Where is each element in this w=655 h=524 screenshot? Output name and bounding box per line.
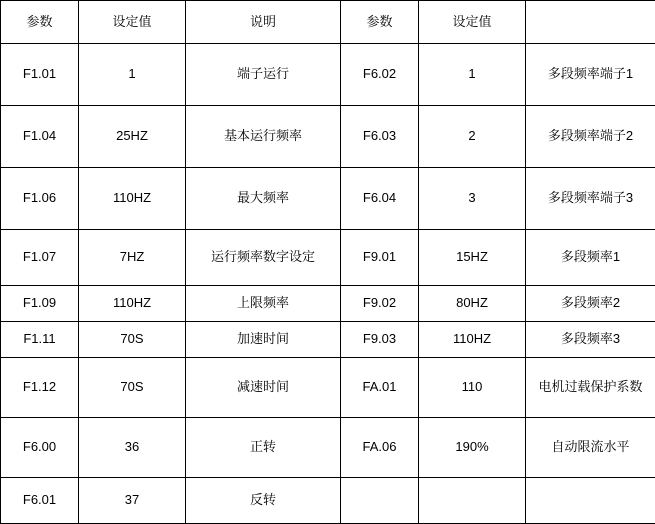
table-header-row (1, 1, 655, 44)
cell-description-left: 正转 (186, 418, 341, 478)
cell-description-right: 多段频率2 (526, 286, 655, 322)
cell-param-left: F1.12 (1, 358, 79, 418)
table-row (1, 418, 655, 478)
table-row (1, 106, 655, 168)
cell-description-right: 电机过载保护系数 (526, 358, 655, 418)
cell-description-right (526, 478, 655, 524)
table-row (1, 230, 655, 286)
cell-value-left: 70S (79, 358, 186, 418)
cell-param-right: F9.02 (341, 286, 419, 322)
cell-description-left: 最大频率 (186, 168, 341, 230)
cell-description-right: 自动限流水平 (526, 418, 655, 478)
cell-param-right: F9.01 (341, 230, 419, 286)
cell-value-left: 110HZ (79, 286, 186, 322)
cell-description-left: 端子运行 (186, 44, 341, 106)
cell-param-right: FA.06 (341, 418, 419, 478)
table-row (1, 478, 655, 524)
cell-description-left: 上限频率 (186, 286, 341, 322)
cell-param-left: F1.01 (1, 44, 79, 106)
cell-value-right: 80HZ (419, 286, 526, 322)
cell-param-right: F9.03 (341, 322, 419, 358)
cell-value-right: 1 (419, 44, 526, 106)
cell-description-left: 减速时间 (186, 358, 341, 418)
cell-param-right: FA.01 (341, 358, 419, 418)
cell-param-left: F6.01 (1, 478, 79, 524)
table-row (1, 168, 655, 230)
cell-value-right: 190% (419, 418, 526, 478)
cell-description-right: 多段频率端子1 (526, 44, 655, 106)
cell-param-left: F1.06 (1, 168, 79, 230)
cell-value-right: 110HZ (419, 322, 526, 358)
cell-value-left: 1 (79, 44, 186, 106)
cell-value-left: 70S (79, 322, 186, 358)
cell-param-left: F1.07 (1, 230, 79, 286)
cell-description-right: 多段频率1 (526, 230, 655, 286)
cell-param-right: F6.04 (341, 168, 419, 230)
cell-description-left: 运行频率数字设定 (186, 230, 341, 286)
cell-value-left: 37 (79, 478, 186, 524)
cell-value-left: 25HZ (79, 106, 186, 168)
cell-param-left: F1.04 (1, 106, 79, 168)
table-row (1, 322, 655, 358)
cell-param-left: F6.00 (1, 418, 79, 478)
cell-param-right (341, 478, 419, 524)
cell-param-left: F1.09 (1, 286, 79, 322)
cell-description-left: 基本运行频率 (186, 106, 341, 168)
cell-value-right: 15HZ (419, 230, 526, 286)
cell-value-right: 110 (419, 358, 526, 418)
cell-value-right (419, 478, 526, 524)
table-row (1, 358, 655, 418)
cell-value-left: 110HZ (79, 168, 186, 230)
cell-description-right: 多段频率端子2 (526, 106, 655, 168)
cell-value-right: 2 (419, 106, 526, 168)
cell-value-left: 36 (79, 418, 186, 478)
cell-value-right: 3 (419, 168, 526, 230)
table-row (1, 44, 655, 106)
cell-param-right: F6.02 (341, 44, 419, 106)
cell-description-right: 多段频率端子3 (526, 168, 655, 230)
column-header-param-left: 参数 (1, 1, 79, 44)
column-header-value-left: 设定值 (79, 1, 186, 44)
cell-param-left: F1.11 (1, 322, 79, 358)
cell-value-left: 7HZ (79, 230, 186, 286)
cell-param-right: F6.03 (341, 106, 419, 168)
cell-description-right: 多段频率3 (526, 322, 655, 358)
column-header-description-left: 说明 (186, 1, 341, 44)
column-header-param-right: 参数 (341, 1, 419, 44)
cell-description-left: 反转 (186, 478, 341, 524)
column-header-value-right: 设定值 (419, 1, 526, 44)
cell-description-left: 加速时间 (186, 322, 341, 358)
table-row (1, 286, 655, 322)
column-header-description-right (526, 1, 655, 44)
